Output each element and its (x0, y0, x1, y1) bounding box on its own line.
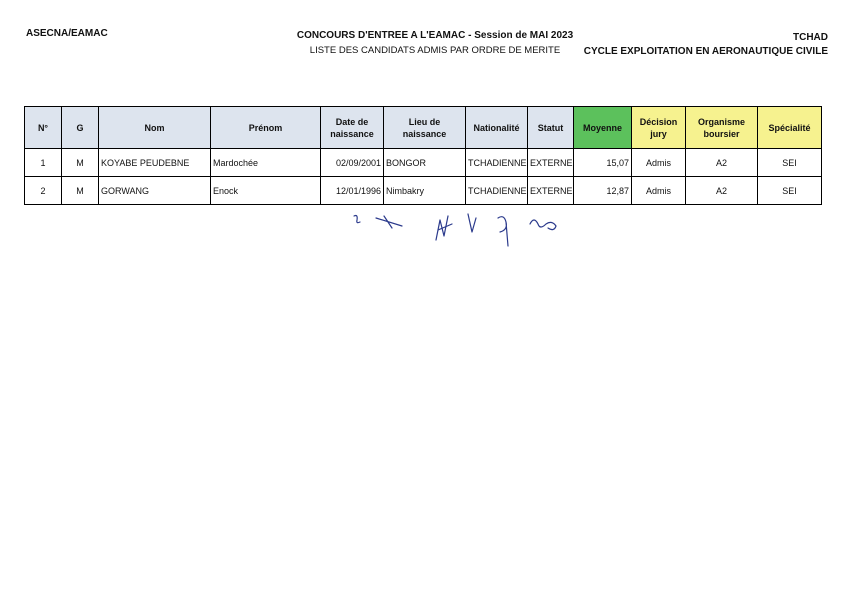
document-subtitle: LISTE DES CANDIDATS ADMIS PAR ORDRE DE MERITE (309, 45, 561, 56)
cell-decision-jury: Admis (632, 149, 686, 177)
header-nom: Nom (99, 107, 211, 149)
header-num: N° (25, 107, 62, 149)
cell-date-naissance: 02/09/2001 (321, 149, 384, 177)
document-heading (270, 28, 600, 58)
cell-statut: EXTERNE (528, 149, 574, 177)
cell-prenom: Enock (211, 177, 321, 205)
country-label: TCHAD (793, 32, 828, 43)
cell-nom: GORWANG (99, 177, 211, 205)
header-gender: G (62, 107, 99, 149)
header-moyenne: Moyenne (574, 107, 632, 149)
cell-specialite: SEI (758, 177, 822, 205)
cell-num: 2 (25, 177, 62, 205)
cell-date-naissance: 12/01/1996 (321, 177, 384, 205)
handwritten-initials-signature (340, 210, 580, 250)
cell-statut: EXTERNE (528, 177, 574, 205)
cell-moyenne: 15,07 (574, 149, 632, 177)
cell-specialite: SEI (758, 149, 822, 177)
cell-nationalite: TCHADIENNE (466, 149, 528, 177)
cell-lieu-naissance: BONGOR (384, 149, 466, 177)
table-row (25, 177, 822, 205)
table-header-row (25, 107, 822, 149)
header-specialite: Spécialité (758, 107, 822, 149)
header-prenom: Prénom (211, 107, 321, 149)
cell-prenom: Mardochée (211, 149, 321, 177)
document-title: CONCOURS D'ENTREE A L'EAMAC - Session de MAI 2023 (296, 30, 574, 41)
cell-moyenne: 12,87 (574, 177, 632, 205)
cell-organisme-boursier: A2 (686, 177, 758, 205)
institution-label: ASECNA/EAMAC (26, 28, 108, 39)
header-nationalite: Nationalité (466, 107, 528, 149)
header-decision-jury: Décision jury (632, 107, 686, 149)
cell-decision-jury: Admis (632, 177, 686, 205)
admitted-candidates-table (24, 106, 822, 205)
cell-nationalite: TCHADIENNE (466, 177, 528, 205)
cell-gender: M (62, 149, 99, 177)
cell-gender: M (62, 177, 99, 205)
header-organisme-boursier: Organisme boursier (686, 107, 758, 149)
header-date-naissance: Date de naissance (321, 107, 384, 149)
cell-lieu-naissance: Nimbakry (384, 177, 466, 205)
header-lieu-naissance: Lieu de naissance (384, 107, 466, 149)
header-statut: Statut (528, 107, 574, 149)
cell-organisme-boursier: A2 (686, 149, 758, 177)
program-heading (584, 31, 828, 59)
cell-nom: KOYABE PEUDEBNE (99, 149, 211, 177)
cell-num: 1 (25, 149, 62, 177)
table-row (25, 149, 822, 177)
cycle-label: CYCLE EXPLOITATION EN AERONAUTIQUE CIVILE (583, 46, 828, 57)
